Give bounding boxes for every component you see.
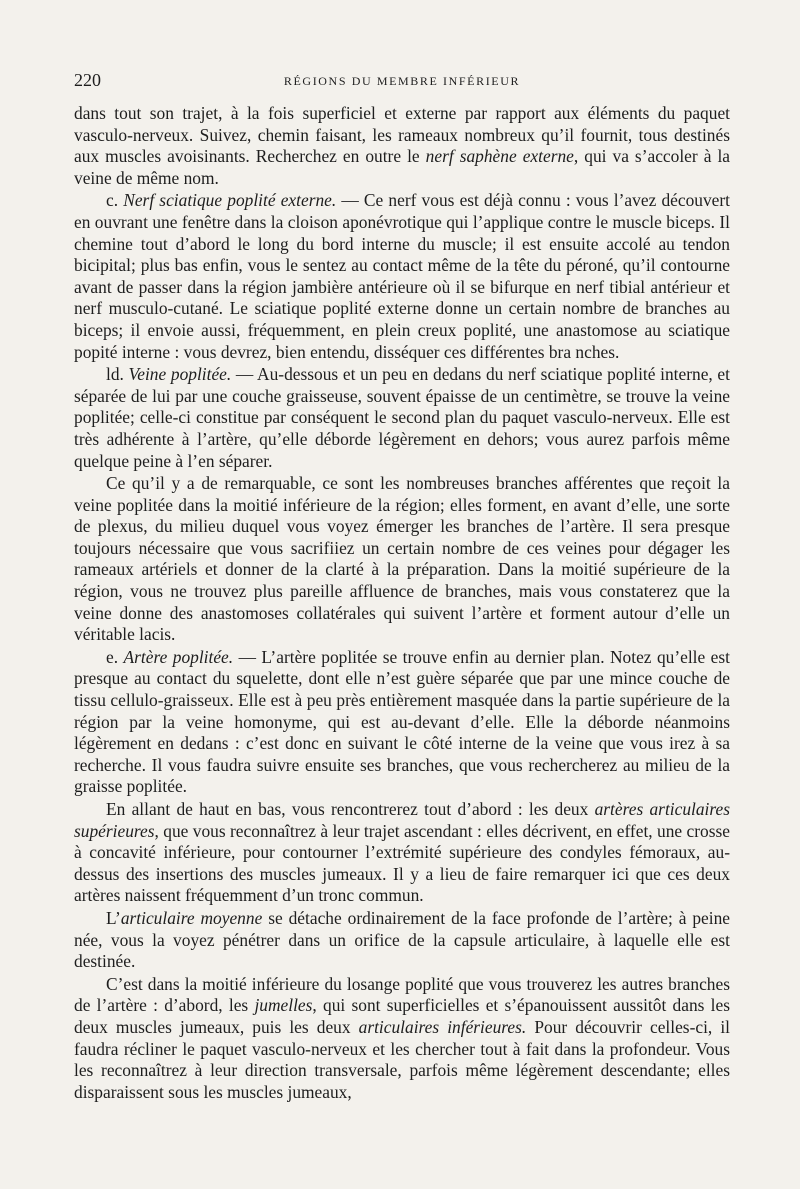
italic-term: artères articulaires supérieures — [74, 799, 730, 841]
text-run: En allant de haut en bas, vous rencontrerez tout d’abord : les deux — [106, 799, 595, 819]
body-text — [74, 103, 730, 1103]
text-run: — Au-dessous et un peu en dedans du nerf sciatique poplité interne, et séparée de lui par une couche graisseuse, souvent épaisse de un centimètre, se trouve la veine poplitée; celle-ci constitue par conséquent le second plan du paquet vasculo-nerveux. Elle est très adhérente à l’artère, qu’elle déborde légèrement en dehors; vous aurez parfois même quelque peine à l’en séparer. — [74, 364, 730, 471]
italic-term: articulaire moyenne — [120, 907, 263, 928]
paragraph — [74, 647, 730, 798]
text-run: ld. — [106, 364, 129, 385]
paragraph — [74, 908, 730, 973]
paragraph — [74, 103, 730, 189]
text-run: Ce qu’il y a de remarquable, ce sont les nombreuses branches afférentes que reçoit la veine poplitée dans la moitié inférieure de la région; elles forment, en avant d’elle, une sorte de plexus, du milieu duquel vous voyez émerger les branches de l’artère. Il sera presque toujours nécessaire que vous sacrifiiez un certain nombre de ces veines pour dégager les rameaux artériels et donner de la clarté à la préparation. Dans la moitié supérieure de la région, vous ne trouvez plus pareille affluence de branches, mais vous constaterez que la veine donne des anastomoses collatérales qui suivent l’artère et forment autour d’elle un véritable lacis. — [74, 473, 730, 645]
text-run: c. — [106, 190, 124, 211]
italic-term: Nerf sciatique poplité externe. — [123, 190, 337, 211]
text-run: C’est dans la moitié inférieure du losange poplité que vous trouverez les autres branches de l’artère : d’abord, les — [74, 973, 730, 1016]
page-number: 220 — [74, 70, 101, 90]
paragraph — [74, 974, 730, 1104]
text-run: — L’artère poplitée se trouve enfin au dernier plan. Notez qu’elle est presque au contact du squelette, dont elle n’est guère séparée que par une mince couche de tissu cellulo-graisseux. Elle est à peu près entièrement masquée dans la partie supérieure de la région par la veine homonyme, qui est au-devant d’elle. Elle la déborde néanmoins légèrement en dedans : c’est donc en suivant le côté interne de la veine que vous irez à sa recherche. Il vous faudra suivre ensuite ses branches, que vous rechercherez au milieu de la graisse poplitée. — [74, 646, 731, 797]
text-run: Pour découvrir celles-ci, il faudra récliner le paquet vasculo-nerveux et les chercher tout à fait dans la profondeur. Vous les reconnaîtrez à leur direction transversale, parfois même légèrement descendante; elles disparaissent sous les muscles jumeaux, — [74, 1016, 730, 1102]
paragraph — [74, 190, 730, 363]
page-header — [74, 70, 730, 94]
italic-term: Artère poplitée. — [123, 646, 234, 667]
italic-term: articulaires inférieures. — [358, 1016, 527, 1037]
italic-term: Veine poplitée. — [128, 364, 232, 385]
text-run: dans tout son trajet, à la fois superficiel et externe par rapport aux éléments du paquet vasculo-nerveux. Suivez, chemin faisant, les rameaux nombreux qu’il fournit, tous destinés aux muscles avoisinants. Recherchez en outre le — [74, 103, 730, 167]
paragraph — [74, 799, 730, 907]
text-run: , qui sont superficielles et s’épanouissent aussitôt dans les deux muscles jumeaux, puis les deux — [74, 995, 730, 1037]
text-run: — Ce nerf vous est déjà connu : vous l’avez découvert en ouvrant une fenêtre dans la cloison aponévrotique qui l’applique contre le muscle biceps. Il chemine tout d’abord le long du bord interne du muscle; il est ensuite accolé au tendon bicipital; plus bas enfin, vous le sentez au contact même de la tête du péroné, qu’il contourne avant de passer dans la région jambière antérieure où il se bifurque en nerf tibial antérieur et nerf musculo-cutané. Le sciatique poplité externe donne un certain nombre de branches au biceps; il envoie aussi, fréquemment, en plein creux poplité, une anastomose au sciatique popité interne : vous devrez, bien entendu, disséquer ces différentes bra nches. — [74, 190, 731, 362]
paragraph — [74, 473, 730, 646]
paragraph — [74, 364, 730, 472]
text-run: , qui va s’accoler à la veine de même nom. — [74, 146, 730, 188]
italic-term: nerf saphène externe — [425, 146, 574, 167]
text-run: L’ — [106, 907, 121, 928]
italic-term: jumelles — [254, 995, 313, 1016]
text-run: se détache ordinairement de la face profonde de l’artère; à peine née, vous la voyez pénétrer dans un orifice de la capsule articulaire, à laquelle elle est destinée. — [74, 907, 730, 972]
running-title: RÉGIONS DU MEMBRE INFÉRIEUR — [283, 74, 521, 88]
text-run: e. — [106, 646, 124, 667]
text-run: , que vous reconnaîtrez à leur trajet ascendant : elles décrivent, en effet, une crosse à concavité inférieure, pour contourner l’extrémité supérieure des condyles fémoraux, au-dessus des insertions des muscles jumeaux. Il y a lieu de faire remarquer ici que ces deux artères naissent fréquemment d’un tronc commun. — [74, 820, 730, 906]
